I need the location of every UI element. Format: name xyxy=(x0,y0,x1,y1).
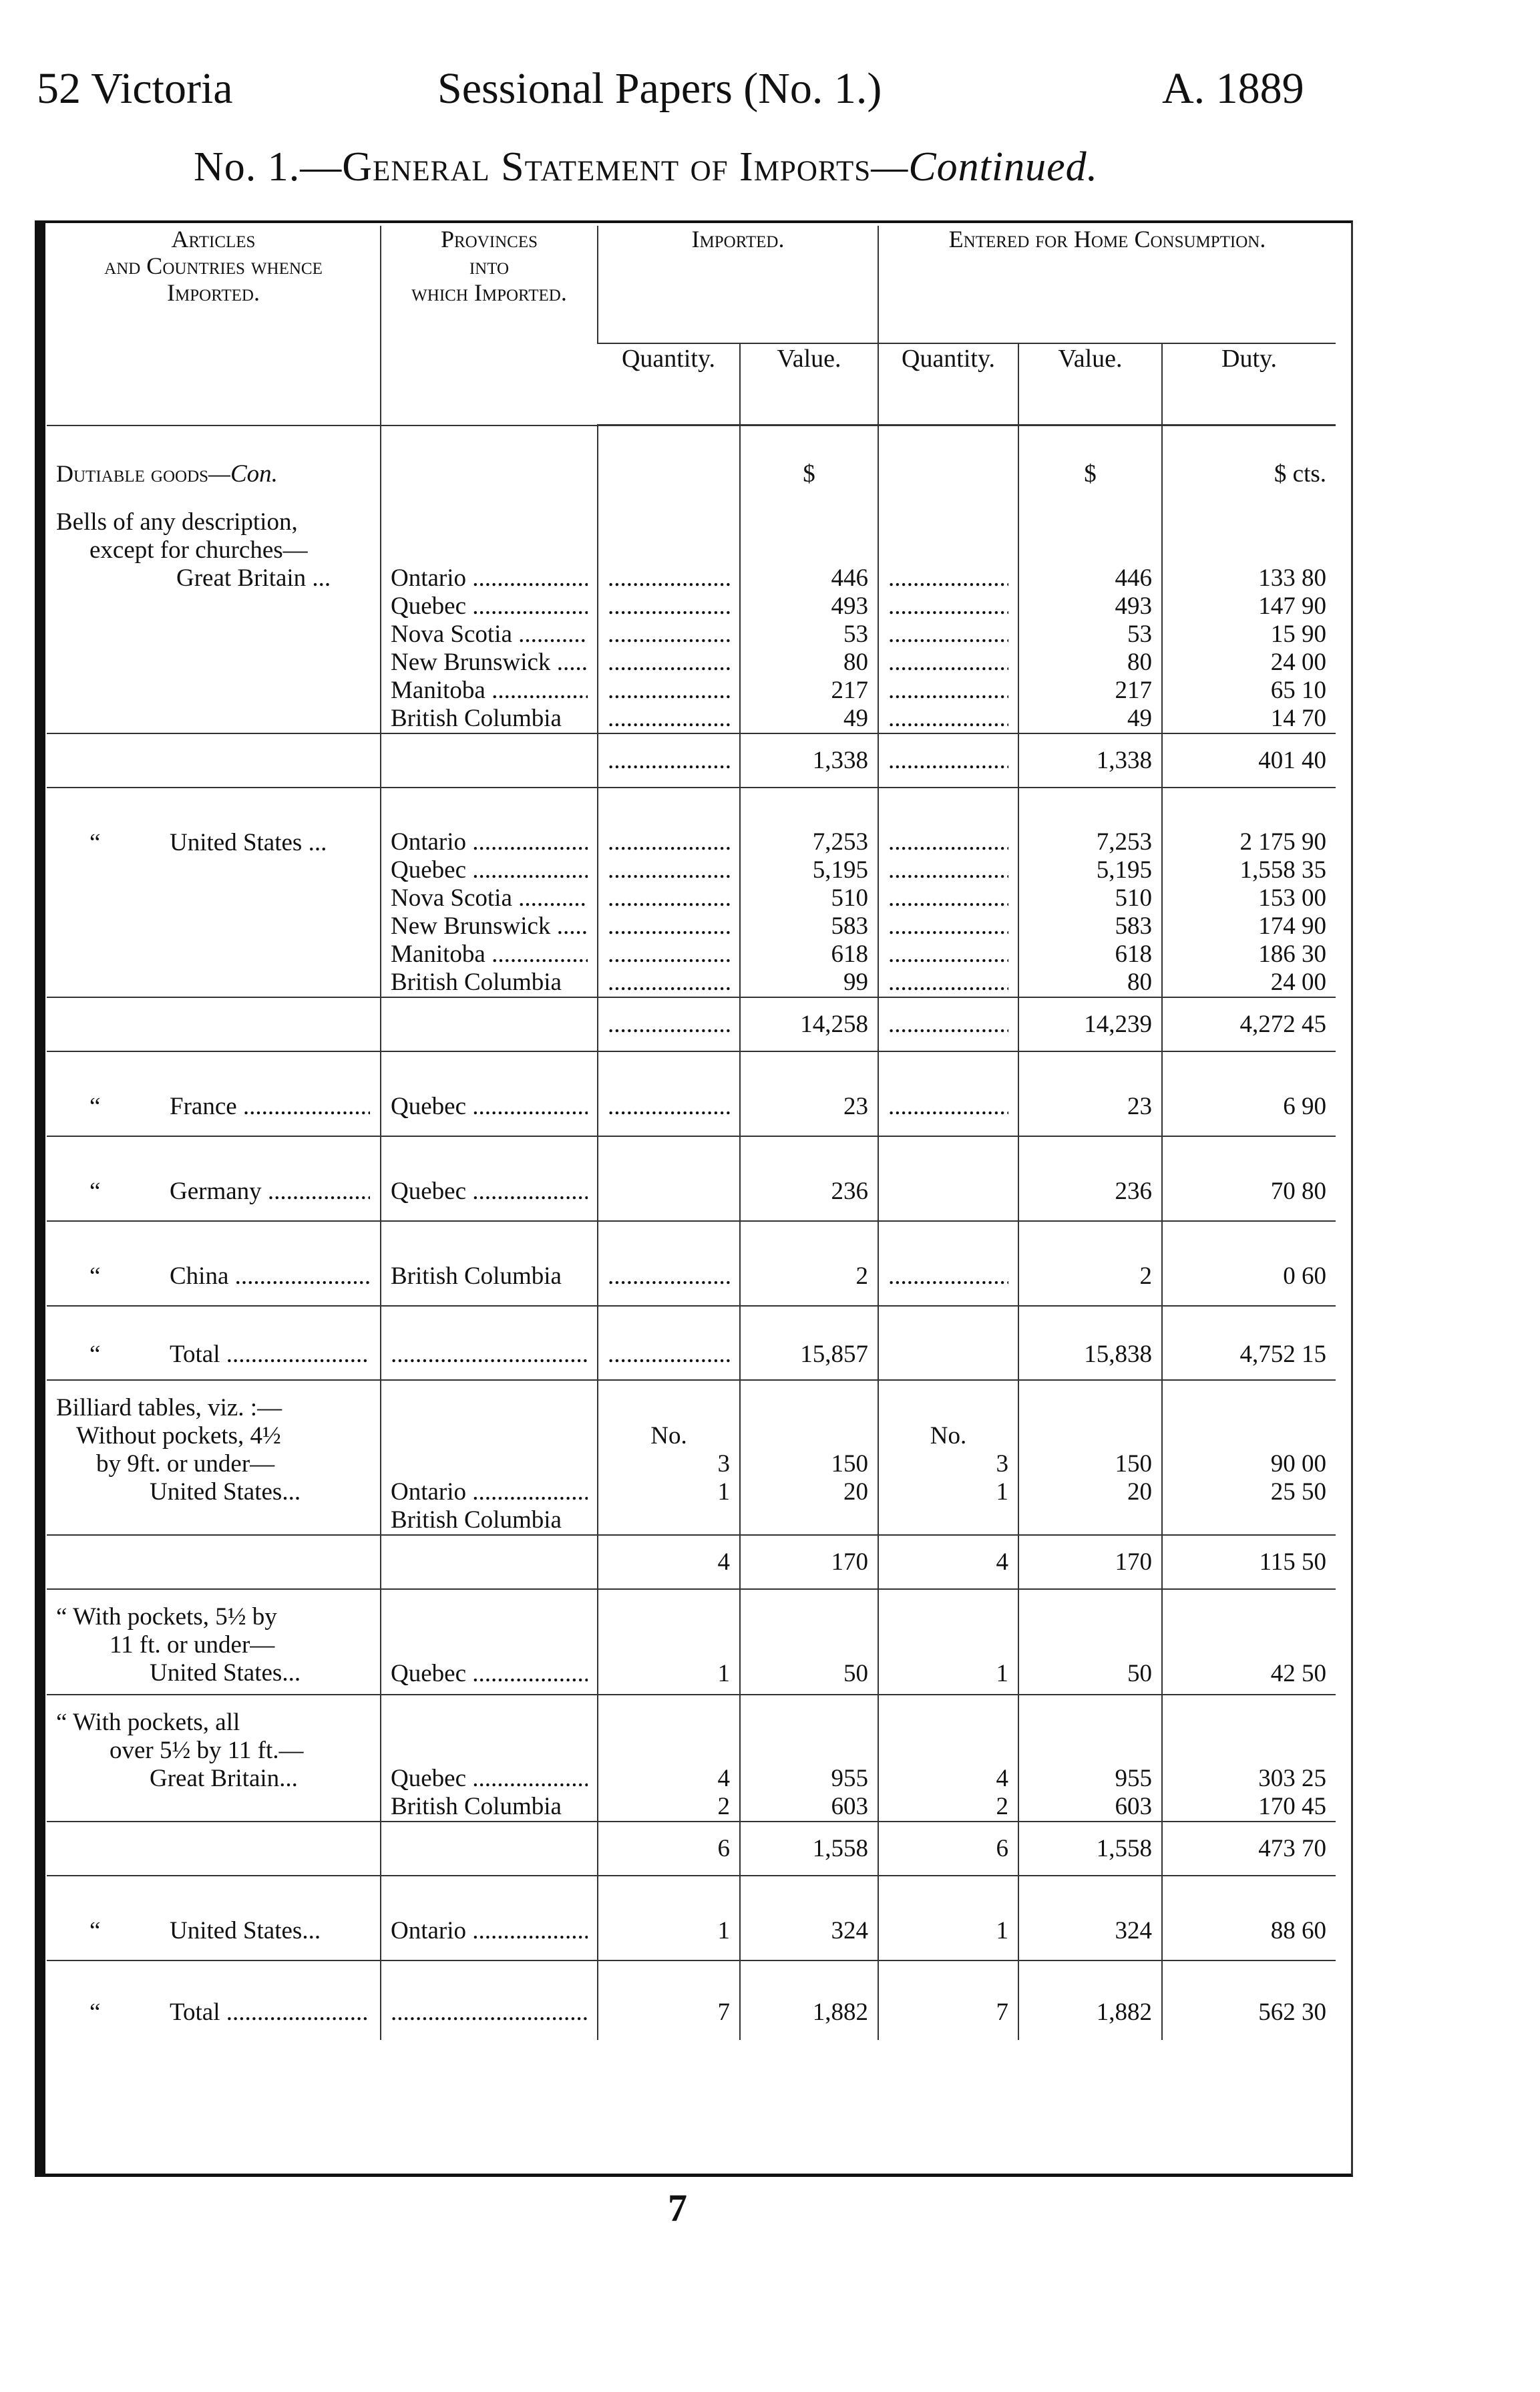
col-provinces-header: Provinces into which Imported. xyxy=(381,226,598,425)
title-suffix: —Continued. xyxy=(871,144,1099,190)
bells-us-ent-qty xyxy=(878,788,1018,997)
col-ent-quantity: Quantity. xyxy=(878,343,1018,425)
table-row: “ With pockets, all over 5½ by 11 ft.— Great Britain... Quebec ..... British Columbia 4 2 955 603 4 2 955 603 303 25 170 45 xyxy=(47,1695,1336,1822)
bells-gb-imp-values: 446 493 53 80 217 49 xyxy=(740,488,878,733)
col-imp-quantity: Quantity. xyxy=(598,343,740,425)
title-main: General Statement of Imports xyxy=(342,144,872,190)
unit-duty: $ cts. xyxy=(1162,425,1336,489)
bells-us-imp-values: 7,253 5,195 510 583 618 99 xyxy=(740,788,878,997)
imports-table xyxy=(47,226,1336,2040)
unit-imp-value: $ xyxy=(740,425,878,489)
table-row: “ Total ..... ..... ..... 15,857 15,838 4,752 15 xyxy=(47,1306,1336,1380)
table-row: “ China ..... British Columbia ..... 2 ..... 2 0 60 xyxy=(47,1221,1336,1306)
bells-us-provinces: Ontario ..... Quebec ..... Nova Scotia ..... New Brunswick ..... Manitoba ..... British Columbia xyxy=(381,788,598,997)
page-number: 7 xyxy=(668,2186,687,2230)
bells-us-imp-qty xyxy=(598,788,740,997)
header-papers: Sessional Papers (No. 1.) xyxy=(437,64,882,113)
table-row: 6 1,558 6 1,558 473 70 xyxy=(47,1822,1336,1876)
col-ent-value: Value. xyxy=(1018,343,1162,425)
bells-gb-provinces: Ontario ..... Quebec ..... Nova Scotia ..... New Brunswick ..... Manitoba ..... British Columbia xyxy=(381,488,598,733)
col-entered-header: Entered for Home Consumption. xyxy=(878,226,1336,343)
table-row xyxy=(47,733,1336,788)
bells-us-total-duty: 4,272 45 xyxy=(1162,997,1336,1051)
bells-us-ent-values: 7,253 5,195 510 583 618 80 xyxy=(1018,788,1162,997)
table-row xyxy=(47,425,1336,489)
table-row: “ United States... Ontario ..... 1 324 1 324 88 60 xyxy=(47,1876,1336,1960)
table-row: 4 170 4 170 115 50 xyxy=(47,1535,1336,1589)
unit-ent-value: $ xyxy=(1018,425,1162,489)
col-imported-header: Imported. xyxy=(598,226,878,343)
bells-us-total-imp: 14,258 xyxy=(740,997,878,1051)
title-prefix: No. 1.— xyxy=(194,144,343,190)
table-row xyxy=(47,997,1336,1051)
table-row: “ Germany ..... Quebec ..... 236 236 70 80 xyxy=(47,1136,1336,1221)
table-row: “ Total ..... ..... 7 1,882 7 1,882 562 30 xyxy=(47,1960,1336,2040)
col-imp-value: Value. xyxy=(740,343,878,425)
header-session: 52 Victoria xyxy=(37,64,233,113)
bells-us-country: “ United States ... xyxy=(89,829,327,856)
table-row: “ France ..... Quebec ..... ..... 23 ..... 23 6 90 xyxy=(47,1051,1336,1136)
billiard-desc: Billiard tables, viz. :— Without pockets, 4½ by 9ft. or under— United States... xyxy=(56,1394,301,1506)
header-year: A. 1889 xyxy=(1162,64,1304,113)
bells-gb-total-ent: 1,338 xyxy=(1018,733,1162,788)
bells-gb-ent-qty xyxy=(878,488,1018,733)
bells-gb-duties: 133 80 147 90 15 90 24 00 65 10 14 70 xyxy=(1162,488,1336,733)
table-row: “ With pockets, 5½ by 11 ft. or under— United States... Quebec ..... 1 50 1 50 42 50 xyxy=(47,1589,1336,1695)
bells-desc: Bells of any description, except for churches— Great Britain ... xyxy=(56,508,331,592)
col-duty: Duty. xyxy=(1162,343,1336,425)
bells-gb-total-imp: 1,338 xyxy=(740,733,878,788)
bells-us-duties: 2 175 90 1,558 35 153 00 174 90 186 30 24 00 xyxy=(1162,788,1336,997)
table-row: Billiard tables, viz. :— Without pockets, 4½ by 9ft. or under— United States... Ontario ..... British Columbia No. 3 1 150 20 No. 3 1 150 20 90 00 25 50 xyxy=(47,1380,1336,1535)
page-title xyxy=(194,144,1098,191)
col-articles-header: Articles and Countries whence Imported. xyxy=(47,226,381,425)
bells-gb-imp-qty xyxy=(598,488,740,733)
section-title: Dutiable goods—Con. xyxy=(56,460,278,488)
bells-gb-total-duty: 401 40 xyxy=(1162,733,1336,788)
bells-us-total-ent: 14,239 xyxy=(1018,997,1162,1051)
table-row xyxy=(47,488,1336,733)
table-row xyxy=(47,788,1336,997)
bells-gb-ent-values: 446 493 53 80 217 49 xyxy=(1018,488,1162,733)
